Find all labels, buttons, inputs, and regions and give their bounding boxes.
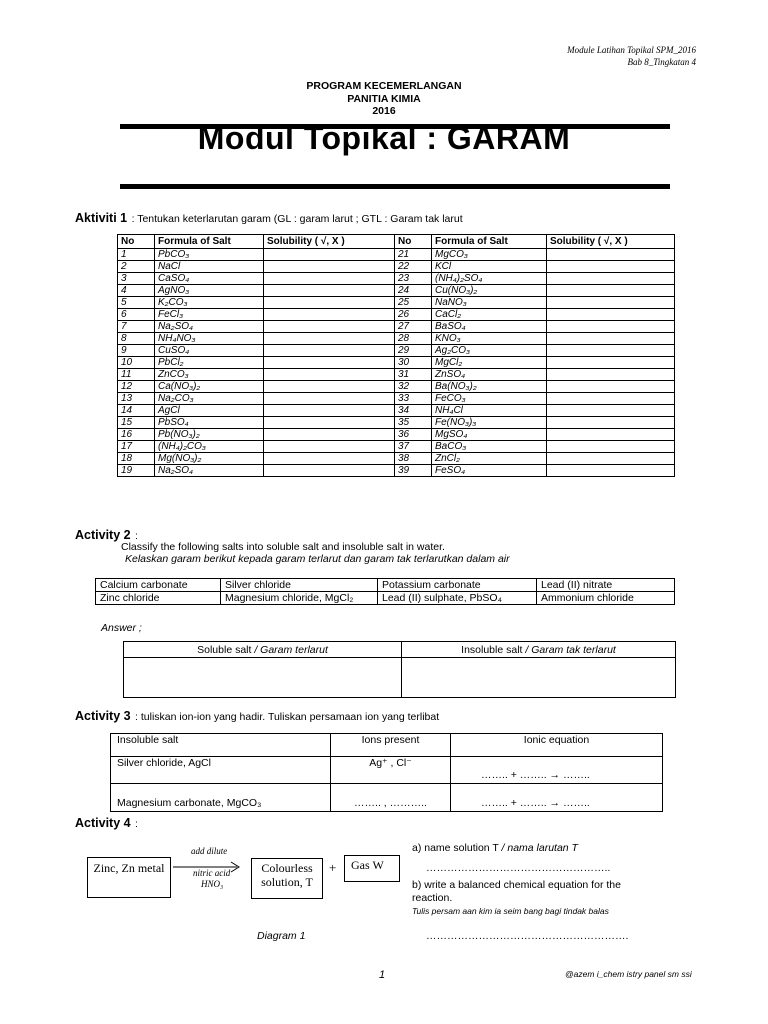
solubility-answer-cell[interactable]	[547, 441, 675, 453]
salt-formula: (NH₄)₂SO₄	[432, 273, 547, 285]
col-no-1: No	[118, 235, 155, 249]
row-number: 3	[118, 273, 155, 285]
solubility-answer-cell[interactable]	[547, 405, 675, 417]
row-number: 23	[395, 273, 432, 285]
soluble-salt-label-my: / Garam terlarut	[254, 643, 328, 656]
row-number: 4	[118, 285, 155, 297]
col-solubility-2: Solubility ( √, X )	[547, 235, 675, 249]
solubility-row	[118, 297, 675, 309]
footer-credit: @azem i_chem istry panel sm ssi	[565, 969, 692, 979]
arrow-label-mid: nitric acid	[193, 868, 231, 878]
activity1-heading-line	[75, 209, 463, 227]
activity1-text: : Tentukan keterlarutan garam (GL : garam larut ; GTL : Garam tak larut	[131, 213, 463, 225]
salt-formula: Pb(NO₃)₂	[155, 429, 264, 441]
insoluble-salt-label-my: / Garam tak terlarut	[525, 643, 616, 656]
solubility-answer-cell[interactable]	[547, 261, 675, 273]
salts-row	[96, 579, 675, 592]
salt-formula: FeCO₃	[432, 393, 547, 405]
salt-formula: NaCl	[155, 261, 264, 273]
ionic-table-row	[111, 784, 663, 812]
salt-formula: AgNO₃	[155, 285, 264, 297]
page-title: Modul Topikal : GARAM	[197, 120, 571, 156]
answer-table-row	[124, 658, 676, 698]
solubility-answer-cell[interactable]	[264, 249, 395, 261]
salt-formula: AgCl	[155, 405, 264, 417]
solubility-row	[118, 453, 675, 465]
solubility-answer-cell[interactable]	[264, 273, 395, 285]
activity3-heading: Activity 3	[75, 709, 131, 723]
question-a-text: a) name solution T	[412, 842, 499, 854]
ions-cell[interactable]: …….. , ………..	[331, 784, 451, 812]
salt-cell: Magnesium chloride, MgCl₂	[221, 592, 378, 605]
salt-formula: PbCl₂	[155, 357, 264, 369]
salt-formula: NaNO₃	[432, 297, 547, 309]
solubility-row	[118, 405, 675, 417]
program-header	[0, 80, 768, 118]
salt-formula: MgCl₂	[432, 357, 547, 369]
salt-formula: Cu(NO₃)₂	[432, 285, 547, 297]
row-number: 10	[118, 357, 155, 369]
module-line2: Bab 8_Tingkatan 4	[627, 57, 696, 67]
row-number: 13	[118, 393, 155, 405]
program-line1: PROGRAM KECEMERLANGAN	[306, 80, 462, 92]
program-line2: PANITIA KIMIA	[347, 92, 421, 105]
answer-table	[123, 641, 676, 698]
salts-row	[96, 592, 675, 605]
solubility-answer-cell[interactable]	[264, 297, 395, 309]
question-a-text-my: / nama larutan T	[501, 842, 578, 854]
question-a	[412, 842, 578, 854]
salt-formula: K₂CO₃	[155, 297, 264, 309]
salt-formula: PbCO₃	[155, 249, 264, 261]
solubility-row	[118, 321, 675, 333]
activity2-heading: Activity 2	[75, 528, 131, 542]
row-number: 26	[395, 309, 432, 321]
activity2-colon: :	[135, 530, 138, 542]
row-number: 27	[395, 321, 432, 333]
salt-formula: NH₄NO₃	[155, 333, 264, 345]
question-b-text: b) write a balanced chemical equation for the reaction.	[412, 879, 621, 904]
row-number: 37	[395, 441, 432, 453]
col-ionic-equation: Ionic equation	[451, 734, 663, 757]
salt-formula: Na₂SO₄	[155, 465, 264, 477]
solubility-answer-cell[interactable]	[264, 369, 395, 381]
activity4-heading-line	[75, 814, 138, 832]
solubility-answer-cell[interactable]	[547, 309, 675, 321]
row-number: 19	[118, 465, 155, 477]
solubility-answer-cell[interactable]	[264, 333, 395, 345]
solubility-row	[118, 369, 675, 381]
solubility-row	[118, 393, 675, 405]
activity2-instruction: Classify the following salts into soluble salt and insoluble salt in water.	[121, 541, 445, 553]
program-line3: 2016	[372, 105, 396, 117]
salt-cell: Ammonium chloride	[537, 592, 675, 605]
solubility-row	[118, 333, 675, 345]
row-number: 2	[118, 261, 155, 273]
col-formula-1: Formula of Salt	[155, 235, 264, 249]
solubility-answer-cell[interactable]	[547, 465, 675, 477]
equation-cell[interactable]: …….. + …….. → ……..	[451, 784, 663, 812]
row-number: 33	[395, 393, 432, 405]
salt-formula: ZnSO₄	[432, 369, 547, 381]
solubility-answer-cell[interactable]	[547, 297, 675, 309]
solubility-answer-cell[interactable]	[547, 357, 675, 369]
solubility-row	[118, 345, 675, 357]
row-number: 38	[395, 453, 432, 465]
col-ions-present: Ions present	[331, 734, 451, 757]
salt-cell: Magnesium carbonate, MgCO₃	[111, 784, 331, 812]
row-number: 8	[118, 333, 155, 345]
row-number: 24	[395, 285, 432, 297]
row-number: 14	[118, 405, 155, 417]
salt-formula: ZnCl₂	[432, 453, 547, 465]
salt-cell: Silver chloride, AgCl	[111, 757, 331, 784]
answer-label: Answer ;	[101, 622, 142, 634]
salt-formula: MgSO₄	[432, 429, 547, 441]
row-number: 28	[395, 333, 432, 345]
solubility-answer-cell[interactable]	[547, 369, 675, 381]
solubility-answer-cell[interactable]	[264, 285, 395, 297]
page-number: 1	[379, 969, 386, 981]
arrow-label-top: add dilute	[191, 846, 228, 856]
salt-formula: Fe(NO₃)₃	[432, 417, 547, 429]
solubility-answer-cell[interactable]	[264, 381, 395, 393]
solubility-row	[118, 417, 675, 429]
salt-formula: Ca(NO₃)₂	[155, 381, 264, 393]
solubility-row	[118, 441, 675, 453]
insoluble-salt-header	[402, 642, 676, 658]
row-number: 17	[118, 441, 155, 453]
solubility-answer-cell[interactable]	[264, 321, 395, 333]
activity3-heading-line	[75, 707, 439, 725]
soluble-salt-label: Soluble salt	[197, 643, 252, 656]
row-number: 39	[395, 465, 432, 477]
solubility-answer-cell[interactable]	[547, 249, 675, 261]
solubility-row	[118, 249, 675, 261]
colourless-solution-box: Colourless solution, T	[251, 858, 323, 899]
col-no-2: No	[395, 235, 432, 249]
solubility-row	[118, 465, 675, 477]
solubility-table-body	[118, 249, 675, 477]
zinc-metal-box: Zinc, Zn metal	[87, 857, 171, 898]
solubility-row	[118, 309, 675, 321]
row-number: 12	[118, 381, 155, 393]
row-number: 35	[395, 417, 432, 429]
salt-formula: FeCl₃	[155, 309, 264, 321]
salt-cell: Lead (II) nitrate	[537, 579, 675, 592]
solubility-answer-cell[interactable]	[547, 333, 675, 345]
solubility-answer-cell[interactable]	[264, 405, 395, 417]
solubility-answer-cell[interactable]	[264, 309, 395, 321]
question-b-text-my: Tulis persam aan kim ia seim bang bagi tindak balas	[412, 906, 609, 916]
row-number: 5	[118, 297, 155, 309]
activity4-heading: Activity 4	[75, 816, 131, 830]
col-formula-2: Formula of Salt	[432, 235, 547, 249]
salt-formula: NH₄Cl	[432, 405, 547, 417]
solubility-table	[117, 234, 675, 477]
row-number: 34	[395, 405, 432, 417]
solubility-answer-cell[interactable]	[264, 453, 395, 465]
solubility-answer-cell[interactable]	[547, 429, 675, 441]
solubility-answer-cell[interactable]	[547, 393, 675, 405]
salt-formula: CaCl₂	[432, 309, 547, 321]
row-number: 31	[395, 369, 432, 381]
row-number: 22	[395, 261, 432, 273]
diagram-caption: Diagram 1	[257, 930, 306, 942]
row-number: 7	[118, 321, 155, 333]
row-number: 15	[118, 417, 155, 429]
salts-list-table	[95, 578, 675, 605]
row-number: 16	[118, 429, 155, 441]
equation-cell[interactable]: …….. + …….. → ……..	[451, 757, 663, 784]
solubility-answer-cell[interactable]	[264, 465, 395, 477]
ionic-table-row	[111, 757, 663, 784]
answer-a-dots[interactable]: ……………………………………………..	[426, 862, 611, 874]
row-number: 9	[118, 345, 155, 357]
salt-formula: Na₂SO₄	[155, 321, 264, 333]
ionic-equation-table	[110, 733, 663, 812]
row-number: 32	[395, 381, 432, 393]
row-number: 6	[118, 309, 155, 321]
solubility-answer-cell[interactable]	[264, 357, 395, 369]
salt-formula: KNO₃	[432, 333, 547, 345]
salt-formula: CaSO₄	[155, 273, 264, 285]
salt-formula: BaSO₄	[432, 321, 547, 333]
activity4-colon: :	[135, 818, 138, 830]
solubility-row	[118, 285, 675, 297]
row-number: 1	[118, 249, 155, 261]
soluble-salt-header	[124, 642, 402, 658]
solubility-row	[118, 429, 675, 441]
answer-table-header	[124, 642, 676, 658]
salt-formula: KCl	[432, 261, 547, 273]
ions-cell: Ag⁺ , Cl⁻	[331, 757, 451, 784]
gas-w-box: Gas W	[344, 855, 400, 882]
activity1-heading: Aktiviti 1	[75, 211, 128, 225]
solubility-row	[118, 357, 675, 369]
salt-formula: Ag₂CO₃	[432, 345, 547, 357]
salt-formula: PbSO₄	[155, 417, 264, 429]
answer-b-dots[interactable]: ………………………………………………….	[426, 930, 629, 942]
solubility-answer-cell[interactable]	[547, 285, 675, 297]
solubility-answer-cell[interactable]	[264, 393, 395, 405]
col-solubility-1: Solubility ( √, X )	[264, 235, 395, 249]
row-number: 36	[395, 429, 432, 441]
activity2-instruction-my: Kelaskan garam berikut kepada garam terlarut dan garam tak terlarutkan dalam air	[125, 553, 510, 565]
insoluble-salt-label: Insoluble salt	[461, 643, 523, 656]
salt-formula: Na₂CO₃	[155, 393, 264, 405]
insoluble-salt-answer-cell[interactable]	[402, 658, 676, 698]
plus-sign: +	[329, 860, 337, 875]
solubility-answer-cell[interactable]	[547, 417, 675, 429]
row-number: 11	[118, 369, 155, 381]
row-number: 30	[395, 357, 432, 369]
solubility-answer-cell[interactable]	[264, 345, 395, 357]
salt-cell: Zinc chloride	[96, 592, 221, 605]
activity3-text: : tuliskan ion-ion yang hadir. Tuliskan persamaan ion yang terlibat	[135, 711, 440, 723]
salt-formula: ZnCO₃	[155, 369, 264, 381]
salt-cell: Calcium carbonate	[96, 579, 221, 592]
salt-formula: MgCO₃	[432, 249, 547, 261]
solubility-answer-cell[interactable]	[547, 453, 675, 465]
solubility-answer-cell[interactable]	[547, 273, 675, 285]
salt-cell: Lead (II) sulphate, PbSO₄	[378, 592, 537, 605]
solubility-answer-cell[interactable]	[264, 429, 395, 441]
title-bottom-rule	[120, 184, 670, 189]
solubility-answer-cell[interactable]	[264, 261, 395, 273]
salt-formula: Mg(NO₃)₂	[155, 453, 264, 465]
salt-formula: Ba(NO₃)₂	[432, 381, 547, 393]
salt-cell: Silver chloride	[221, 579, 378, 592]
salt-formula: CuSO₄	[155, 345, 264, 357]
solubility-answer-cell[interactable]	[264, 441, 395, 453]
salt-formula: (NH₄)₂CO₃	[155, 441, 264, 453]
soluble-salt-answer-cell[interactable]	[124, 658, 402, 698]
solubility-row	[118, 261, 675, 273]
solubility-answer-cell[interactable]	[264, 417, 395, 429]
module-line1: Module Latihan Topikal SPM_2016	[567, 45, 696, 55]
salt-formula: BaCO₃	[432, 441, 547, 453]
solubility-answer-cell[interactable]	[547, 321, 675, 333]
row-number: 29	[395, 345, 432, 357]
salt-formula: FeSO₄	[432, 465, 547, 477]
arrow-label-bottom: HNO₃	[201, 879, 224, 889]
solubility-answer-cell[interactable]	[547, 345, 675, 357]
module-header	[567, 44, 696, 68]
row-number: 18	[118, 453, 155, 465]
salt-cell: Potassium carbonate	[378, 579, 537, 592]
ionic-table-header	[111, 734, 663, 757]
row-number: 25	[395, 297, 432, 309]
solubility-table-header	[118, 235, 675, 249]
row-number: 21	[395, 249, 432, 261]
col-insoluble-salt: Insoluble salt	[111, 734, 331, 757]
solubility-answer-cell[interactable]	[547, 381, 675, 393]
solubility-row	[118, 273, 675, 285]
solubility-row	[118, 381, 675, 393]
